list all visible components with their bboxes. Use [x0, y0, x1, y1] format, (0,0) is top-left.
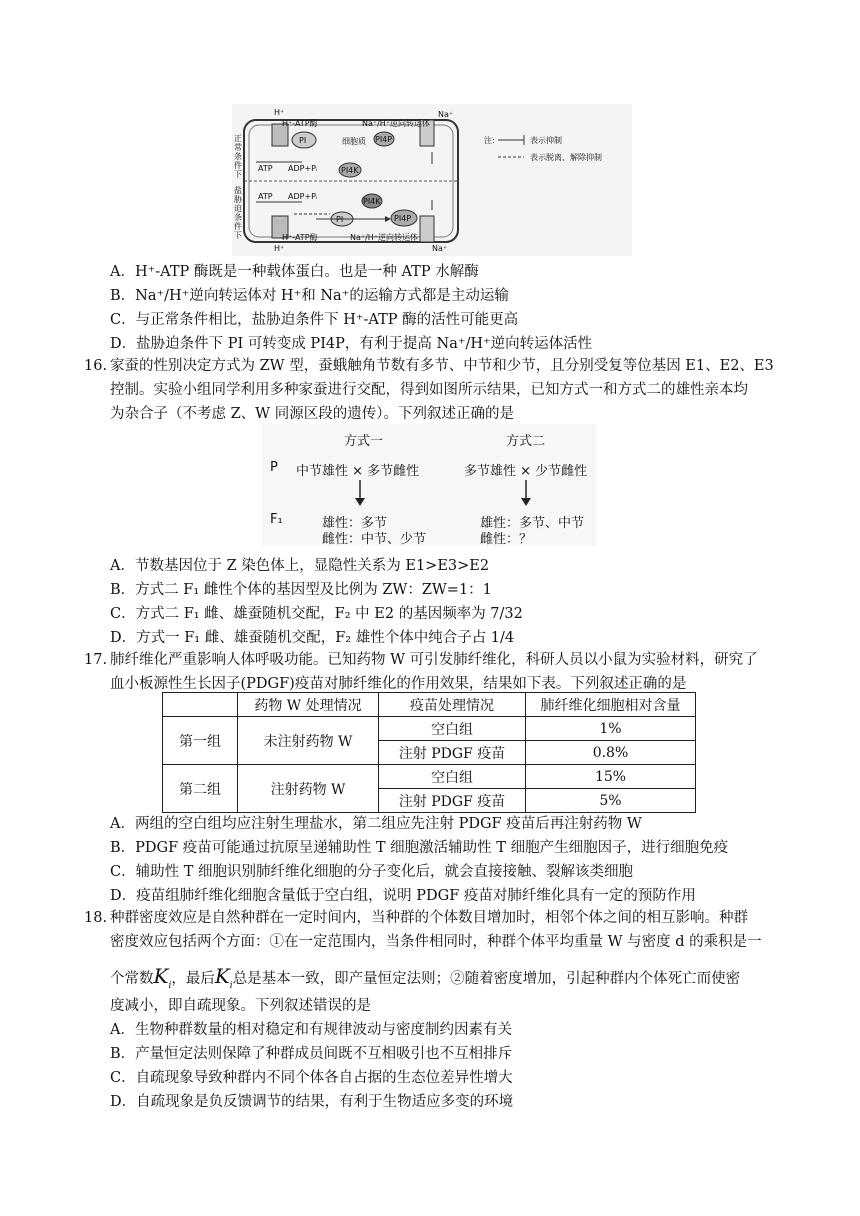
- q18-option-a: A．生物种群数量的相对稳定和有规律波动与密度制约因素有关: [110, 1022, 512, 1038]
- pi-label-top: PI: [299, 136, 307, 145]
- table-cell: 15%: [526, 765, 696, 789]
- pi4p-label-bottom: PI4P: [394, 214, 412, 223]
- q18-stem-part-c: 总是基本一致，即产量恒定法则；②随着密度增加，引起种群内个体死亡而使密: [232, 971, 741, 987]
- q18-number: 18.: [84, 910, 108, 926]
- antiporter-label-top: Na⁺/H⁺逆向转运体: [362, 119, 431, 128]
- na-plus-label-top: Na⁺: [438, 110, 454, 119]
- table-cell: 注射 PDGF 疫苗: [379, 741, 526, 765]
- note-inhibit: 表示抑制: [530, 136, 562, 145]
- q17-number: 17.: [84, 652, 108, 668]
- table-header-drug: 药物 W 处理情况: [238, 693, 379, 717]
- ki-symbol: $K_i$: [214, 964, 233, 991]
- method-one-f1-male: 雄性：多节: [322, 516, 388, 531]
- q17-option-a: A．两组的空白组均应注射生理盐水，第二组应先注射 PDGF 疫苗后再注射药物 W: [110, 816, 642, 832]
- q15-option-c: C．与正常条件相比，盐胁迫条件下 H⁺-ATP 酶的活性可能更高: [110, 312, 519, 328]
- q17-option-b: B．PDGF 疫苗可能通过抗原呈递辅助性 T 细胞激活辅助性 T 细胞产生细胞因子，进行细胞免疫: [110, 840, 729, 856]
- atp-label-top: ATP: [258, 164, 273, 173]
- q16-stem-line-2: 控制。实验小组同学利用多种家蚕进行交配，得到如图所示结果，已知方式一和方式二的雄性亲本均: [110, 382, 748, 398]
- table-header-content: 肺纤维化细胞相对含量: [526, 693, 696, 717]
- q17-option-d: D．疫苗组肺纤维化细胞含量低于空白组，说明 PDGF 疫苗对肺纤维化具有一定的预防作用: [110, 888, 696, 904]
- table-cell: 空白组: [379, 717, 526, 741]
- pi4k-label-top: PI4K: [341, 166, 359, 175]
- side-label-top: 正常条件下: [234, 134, 242, 179]
- q18-stem-line-4: 度减小，即自疏现象。下列叙述错误的是: [110, 998, 371, 1014]
- group-one-drug-cell: 未注射药物 W: [238, 717, 379, 765]
- cell-diagram-figure: [232, 104, 632, 256]
- q18-stem-line-2: 密度效应包括两个方面：①在一定范围内，当条件相同时，种群个体平均重量 W 与密度 d 的乘积是一: [110, 934, 762, 950]
- q15-option-b: B．Na⁺/H⁺逆向转运体对 H⁺和 Na⁺的运输方式都是主动运输: [110, 288, 509, 304]
- q16-stem-line-3: 为杂合子（不考虑 Z、W 同源区段的遗传）。下列叙述正确的是: [110, 406, 514, 422]
- h-plus-label-top: H⁺: [274, 108, 285, 117]
- table-row: [163, 717, 696, 741]
- method-one-title: 方式一: [344, 434, 384, 449]
- pi-label-bottom: PI: [336, 215, 344, 224]
- q16-option-b: B．方式二 F₁ 雌性个体的基因型及比例为 ZW：ZW=1：1: [110, 582, 492, 598]
- table-header-vaccine: 疫苗处理情况: [379, 693, 526, 717]
- q17-option-c: C．辅助性 T 细胞识别肺纤维化细胞的分子变化后，就会直接接触、裂解该类细胞: [110, 864, 633, 880]
- q16-option-a: A．节数基因位于 Z 染色体上，显隐性关系为 E1>E3>E2: [110, 558, 490, 574]
- table-cell: 1%: [526, 717, 696, 741]
- method-two-parents: 多节雄性 × 少节雌性: [464, 464, 588, 479]
- table-header-blank: [163, 693, 238, 717]
- group-two-cell: 第二组: [163, 765, 238, 813]
- q16-option-c: C．方式二 F₁ 雌、雄蚕随机交配，F₂ 中 E2 的基因频率为 7/32: [110, 606, 523, 622]
- method-two-f1-female: 雌性：？: [480, 532, 533, 547]
- p-generation-label: P: [270, 460, 278, 475]
- adp-label-top: ADP+Pᵢ: [288, 164, 318, 173]
- table-cell: 0.8%: [526, 741, 696, 765]
- q18-option-c: C．自疏现象导致种群内不同个体各自占据的生态位差异性增大: [110, 1070, 513, 1086]
- method-one-f1-female: 雌性：中节、少节: [322, 532, 427, 547]
- method-two-f1-male: 雄性：多节、中节: [480, 516, 585, 531]
- results-table: [162, 692, 696, 813]
- note-label: 注:: [484, 136, 495, 145]
- group-one-cell: 第一组: [163, 717, 238, 765]
- cross-diagram-figure: [262, 424, 596, 546]
- na-plus-label-bottom: Na⁺: [432, 244, 448, 253]
- q15-option-d: D．盐胁迫条件下 PI 可转变成 PI4P，有利于提高 Na⁺/H⁺逆向转运体活性: [110, 336, 593, 352]
- method-one-parents: 中节雄性 × 多节雌性: [296, 464, 420, 479]
- enzyme-label-top: H⁺-ATP酶: [282, 119, 318, 128]
- antiporter-label-bottom: Na⁺/H⁺逆向转运体: [350, 233, 419, 242]
- atp-label-bottom: ATP: [258, 192, 273, 201]
- q18-stem-line-1: 种群密度效应是自然种群在一定时间内，当种群的个体数目增加时，相邻个体之间的相互影响。种群: [110, 910, 748, 926]
- table-row: [163, 765, 696, 789]
- ki-symbol: $K_i$: [153, 964, 172, 991]
- q18-option-d: D．自疏现象是负反馈调节的结果，有利于生物适应多变的环境: [110, 1094, 514, 1110]
- q17-stem-line-1: 肺纤维化严重影响人体呼吸功能。已知药物 W 可引发肺纤维化，科研人员以小鼠为实验材料，研究了: [110, 652, 758, 668]
- q16-number: 16.: [84, 358, 108, 374]
- table-cell: 空白组: [379, 765, 526, 789]
- q18-stem-part-a: 个常数: [110, 971, 154, 987]
- q18-stem-line-3: [110, 966, 740, 996]
- note-release: 表示脱离、解除抑制: [530, 153, 602, 162]
- h-plus-label-bottom: H⁺: [274, 244, 285, 253]
- side-label-bottom: 盐胁迫条件下: [234, 186, 242, 240]
- enzyme-label-bottom: H⁺-ATP酶: [282, 233, 318, 242]
- pi4p-label-top: PI4P: [375, 135, 393, 144]
- method-two-title: 方式二: [506, 434, 546, 449]
- table-cell: 5%: [526, 789, 696, 813]
- q17-stem-line-2: 血小板源性生长因子(PDGF)疫苗对肺纤维化的作用效果，结果如下表。下列叙述正确的是: [110, 676, 687, 692]
- q18-stem-part-b: ，最后: [171, 971, 215, 987]
- table-cell: 注射 PDGF 疫苗: [379, 789, 526, 813]
- q16-option-d: D．方式一 F₁ 雌、雄蚕随机交配，F₂ 雄性个体中纯合子占 1/4: [110, 630, 515, 646]
- pi4k-label-bottom: PI4K: [363, 197, 381, 206]
- q18-option-b: B．产量恒定法则保障了种群成员间既不互相吸引也不互相排斥: [110, 1046, 513, 1062]
- adp-label-bottom: ADP+Pᵢ: [288, 192, 318, 201]
- cytoplasm-label: 细胞质: [342, 137, 366, 146]
- q15-option-a: A．H⁺-ATP 酶既是一种载体蛋白。也是一种 ATP 水解酶: [110, 264, 479, 280]
- q16-stem-line-1: 家蚕的性别决定方式为 ZW 型，蚕蛾触角节数有多节、中节和少节，且分别受复等位基因 E1、E2、E3: [110, 358, 774, 374]
- f1-generation-label: F₁: [270, 512, 283, 527]
- table-header-row: [163, 693, 696, 717]
- group-two-drug-cell: 注射药物 W: [238, 765, 379, 813]
